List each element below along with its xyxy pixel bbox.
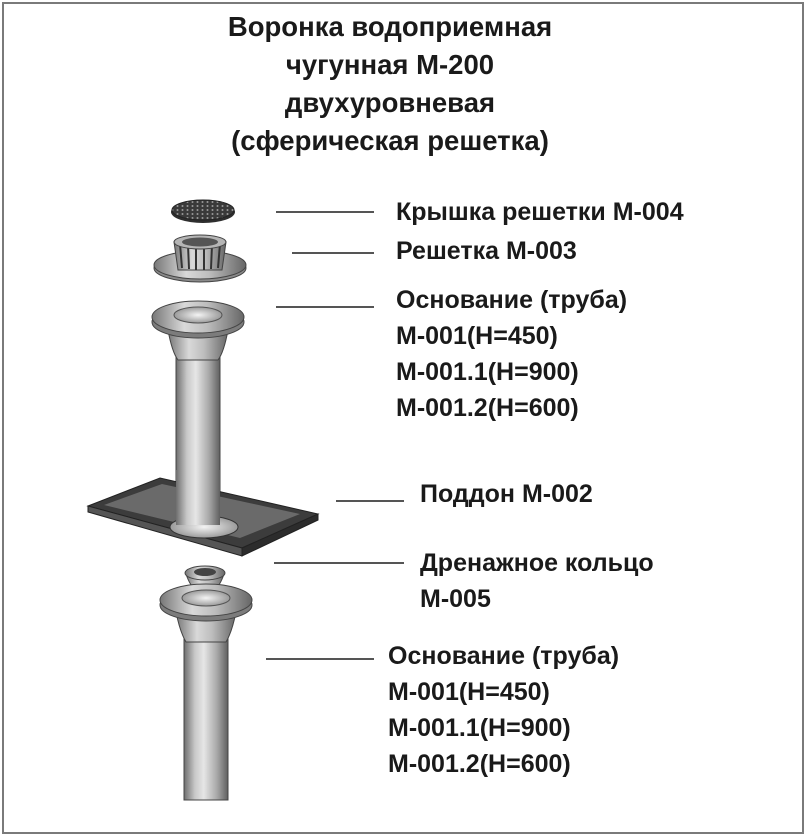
label-base-top	[396, 282, 627, 426]
label-base-bottom-line-2: М-001(Н=450)	[388, 678, 550, 706]
label-base-top-line-3: М-001.1(Н=900)	[396, 358, 579, 386]
title-line-3: двухуровневая	[284, 87, 496, 118]
label-grate: Решетка М-003	[396, 237, 577, 265]
label-base-top-line-2: М-001(Н=450)	[396, 322, 558, 350]
label-ring	[420, 545, 654, 617]
leader-line-tray	[336, 500, 404, 502]
label-base-bottom-line-4: М-001.2(Н=600)	[388, 750, 571, 778]
grate-part	[154, 235, 246, 282]
label-ring-line-1: Дренажное кольцо	[420, 549, 654, 577]
label-base-bottom-line-1: Основание (труба)	[388, 642, 620, 670]
leader-line-ring	[274, 562, 404, 564]
label-base-bottom	[388, 638, 619, 782]
label-cover: Крышка решетки М-004	[396, 198, 684, 226]
label-base-top-line-1: Основание (труба)	[396, 286, 628, 314]
tray-part	[88, 470, 318, 556]
lower-base-pipe-part	[160, 584, 252, 800]
grate-cover-part	[171, 200, 235, 223]
title-line-1: Воронка водоприемная	[227, 11, 553, 42]
leader-line-base-bottom	[266, 658, 374, 660]
leader-line-base-top	[276, 306, 374, 308]
label-base-bottom-line-3: М-001.1(Н=900)	[388, 714, 571, 742]
label-ring-line-2: М-005	[420, 585, 491, 613]
leader-line-grate	[292, 252, 374, 254]
title-line-2: чугунная М-200	[285, 49, 495, 80]
label-base-top-line-4: М-001.2(Н=600)	[396, 394, 579, 422]
leader-line-cover	[276, 211, 374, 213]
label-tray: Поддон М-002	[420, 480, 593, 508]
title-line-4: (сферическая решетка)	[231, 125, 549, 156]
